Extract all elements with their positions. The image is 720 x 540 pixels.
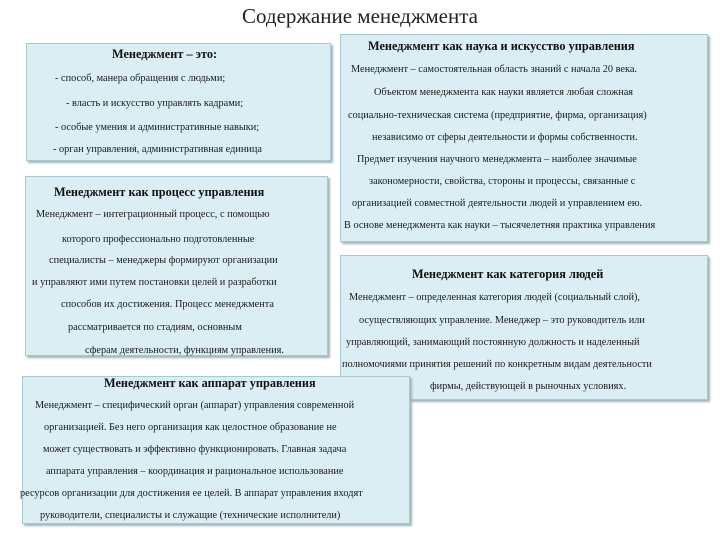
category-line: фирмы, действующей в рыночных условиях.: [430, 381, 627, 392]
process-line: способов их достижения. Процесс менеджмента: [61, 299, 274, 310]
category-heading: Менеджмент как категория людей: [412, 267, 604, 281]
definition-item: - власть и искусство управлять кадрами;: [66, 98, 244, 109]
process-line: которого профессионально подготовленные: [62, 234, 255, 245]
science-heading: Менеджмент как наука и искусство управления: [368, 39, 635, 53]
definition-item: - орган управления, административная единица: [53, 144, 262, 155]
science-line: В основе менеджмента как науки – тысячелетняя практика управления: [344, 220, 656, 231]
science-line: Менеджмент – самостоятельная область знаний с начала 20 века.: [351, 64, 637, 75]
apparatus-line: может существовать и эффективно функционировать. Главная задача: [43, 444, 347, 455]
process-line: и управляют ими путем постановки целей и разработки: [32, 277, 277, 288]
process-line: рассматривается по стадиям, основным: [68, 322, 242, 333]
science-line: Предмет изучения научного менеджмента – наиболее значимые: [357, 154, 637, 165]
apparatus-line: ресурсов организации для достижения ее целей. В аппарат управления входят: [20, 488, 363, 499]
process-line: сферам деятельности, функциям управления.: [85, 345, 284, 356]
category-line: управляющий, занимающий постоянную должность и наделенный: [346, 337, 640, 348]
process-line: специалисты – менеджеры формируют организации: [49, 255, 278, 266]
category-line: осуществляющих управление. Менеджер – это руководитель или: [359, 315, 645, 326]
apparatus-line: руководители, специалисты и служащие (технические исполнители): [40, 510, 341, 521]
science-line: закономерности, свойства, стороны и процессы, связанные с: [369, 176, 636, 187]
definition-item: - способ, манера обращения с людьми;: [55, 73, 226, 84]
definition-item: - особые умения и административные навыки;: [55, 122, 260, 133]
process-line: Менеджмент – интеграционный процесс, с помощью: [36, 209, 270, 220]
apparatus-line: организацией. Без него организация как целостное образование не: [44, 422, 337, 433]
science-line: социально-техническая система (предприятие, фирма, организация): [348, 110, 647, 121]
category-line: Менеджмент – определенная категория людей (социальный слой),: [349, 292, 640, 303]
apparatus-line: аппарата управления – координация и рациональное использование: [46, 466, 344, 477]
science-line: Объектом менеджмента как науки является любая сложная: [374, 87, 634, 98]
process-heading: Менеджмент как процесс управления: [54, 185, 265, 199]
science-line: организацией совместной деятельности людей и управлением ею.: [352, 198, 643, 209]
page-title: Содержание менеджмента: [242, 4, 478, 28]
definition-heading: Менеджмент – это:: [112, 47, 218, 61]
apparatus-heading: Менеджмент как аппарат управления: [104, 376, 316, 390]
science-line: независимо от сферы деятельности и формы собственности.: [372, 132, 638, 143]
category-line: полномочиями принятия решений по конкретным видам деятельности: [342, 359, 652, 370]
apparatus-line: Менеджмент – специфический орган (аппарат) управления современной: [35, 400, 355, 411]
